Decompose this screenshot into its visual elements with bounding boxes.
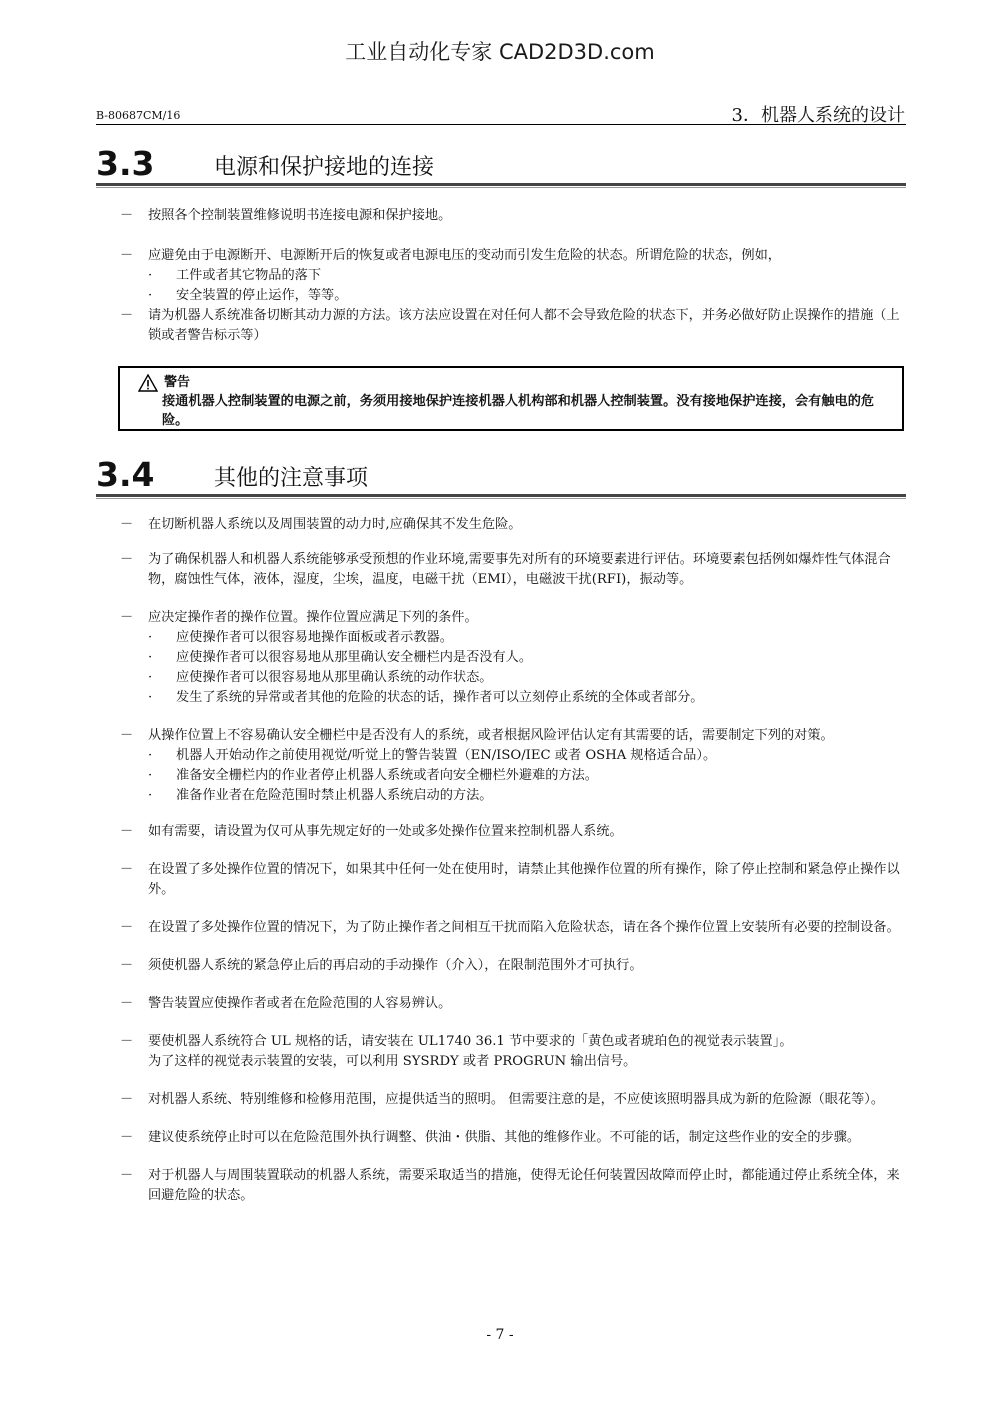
dash-marker: －: [120, 610, 134, 625]
bullet-marker: ·: [148, 748, 153, 763]
watermark-text: 工业自动化专家 CAD2D3D.com: [345, 40, 655, 64]
item-text: 对机器人系统、特别维修和检修用范围，应提供适当的照明。 但需要注意的是，不应使该照明器具成为新的危险源（眼花等）。: [148, 1092, 885, 1107]
bullet-marker: ·: [148, 768, 153, 783]
list-item: [120, 206, 908, 226]
page-number: - 7 -: [486, 1327, 514, 1343]
item-text: 应使操作者可以很容易地从那里确认系统的动作状态。: [176, 670, 493, 685]
item-text: 安全装置的停止运作，等等。: [176, 288, 348, 303]
item-text: 为了这样的视觉表示装置的安装，可以利用 SYSRDY 或者 PROGRUN 输出信号。: [148, 1054, 637, 1069]
item-text: 为了确保机器人和机器人系统能够承受预想的作业环境,需要事先对所有的环境要素进行评估。环境要素包括例如爆炸性气体混合物，腐蚀性气体，液体，湿度，尘埃，温度，电磁干扰（EMI），电磁波干扰(RFI)，振动等。: [148, 552, 891, 587]
list-item: [120, 822, 908, 842]
warning-heading: [138, 371, 190, 391]
list-item: [120, 688, 908, 708]
warning-box: [118, 366, 904, 431]
section-title: 电源和保护接地的连接: [214, 155, 435, 180]
item-text: 准备作业者在危险范围时禁止机器人系统启动的方法。: [176, 788, 493, 803]
dash-marker: －: [120, 996, 134, 1011]
bullet-marker: ·: [148, 650, 153, 665]
dash-marker: －: [120, 208, 134, 223]
section-rule: [96, 183, 906, 186]
warning-label: 警告: [164, 375, 191, 390]
dash-marker: －: [120, 308, 134, 323]
chapter-title: 3．机器人系统的设计: [731, 105, 905, 126]
item-text: 建议使系统停止时可以在危险范围外执行调整、供油・供脂、其他的维修作业。不可能的话，制定这些作业的安全的步骤。: [148, 1130, 861, 1145]
item-text: 在设置了多处操作位置的情况下，为了防止操作者之间相互干扰而陷入危险状态，请在各个操作位置上安装所有必要的控制设备。: [148, 920, 900, 935]
document-id: B-80687CM/16: [96, 109, 181, 122]
section-3-4-body: [120, 515, 908, 1206]
item-text: 按照各个控制装置维修说明书连接电源和保护接地。: [148, 208, 452, 223]
list-item: [120, 994, 908, 1014]
bullet-marker: ·: [148, 788, 153, 803]
section-rule: [96, 494, 906, 497]
item-text: 在切断机器人系统以及周围装置的动力时,应确保其不发生危险。: [148, 517, 522, 532]
bullet-marker: ·: [148, 630, 153, 645]
header-rule: [96, 124, 906, 125]
item-text: 从操作位置上不容易确认安全栅栏中是否没有人的系统，或者根据风险评估认定有其需要的话，需要制定下列的对策。: [148, 728, 834, 743]
list-item-continuation: [120, 1052, 908, 1072]
list-item: [120, 648, 908, 668]
list-item: [120, 766, 908, 786]
list-item: [120, 786, 908, 806]
section-title: 其他的注意事项: [214, 466, 369, 491]
item-text: 要使机器人系统符合 UL 规格的话，请安装在 UL1740 36.1 节中要求的「黄色或者琥珀色的视觉表示装置」。: [148, 1034, 793, 1049]
item-text: 机器人开始动作之前使用视觉/听觉上的警告装置（EN/ISO/IEC 或者 OSHA 规格适合品）。: [176, 748, 717, 763]
section-3-3-body: [120, 206, 908, 346]
dash-marker: －: [120, 1168, 134, 1183]
list-item: [120, 550, 908, 590]
warning-text: 接通机器人控制装置的电源之前，务须用接地保护连接机器人机构部和机器人控制装置。没有接地保护连接，会有触电的危险。: [162, 394, 875, 428]
item-text: 发生了系统的异常或者其他的危险的状态的话，操作者可以立刻停止系统的全体或者部分。: [176, 690, 704, 705]
item-text: 对于机器人与周围装置联动的机器人系统，需要采取适当的措施，使得无论任何装置因故障而停止时，都能通过停止系统全体，来回避危险的状态。: [148, 1168, 900, 1203]
list-item: [120, 918, 908, 938]
dash-marker: －: [120, 824, 134, 839]
item-text: 准备安全栅栏内的作业者停止机器人系统或者向安全栅栏外避难的方法。: [176, 768, 598, 783]
dash-marker: －: [120, 1034, 134, 1049]
item-text: 应使操作者可以很容易地从那里确认安全栅栏内是否没有人。: [176, 650, 533, 665]
section-number: 3.4: [96, 455, 155, 494]
item-text: 应避免由于电源断开、电源断开后的恢复或者电源电压的变动而引发生危险的状态。所谓危险的状态，例如，: [148, 248, 781, 263]
list-item: [120, 746, 908, 766]
item-text: 须使机器人系统的紧急停止后的再启动的手动操作（介入），在限制范围外才可执行。: [148, 958, 643, 973]
list-item: [120, 266, 908, 286]
bullet-marker: ·: [148, 268, 153, 283]
section-heading-3-4: [96, 455, 906, 500]
list-item: [120, 628, 908, 648]
item-text: 应决定操作者的操作位置。操作位置应满足下列的条件。: [148, 610, 478, 625]
dash-marker: －: [120, 517, 134, 532]
dash-marker: －: [120, 728, 134, 743]
list-item: [120, 1032, 908, 1052]
dash-marker: －: [120, 920, 134, 935]
section-heading-3-3: [96, 144, 906, 189]
dash-marker: －: [120, 958, 134, 973]
list-item: [120, 608, 908, 628]
dash-marker: －: [120, 248, 134, 263]
list-item: [120, 286, 908, 306]
list-item: [120, 1090, 908, 1110]
warning-triangle-icon: [138, 374, 158, 392]
bullet-marker: ·: [148, 690, 153, 705]
item-text: 请为机器人系统准备切断其动力源的方法。该方法应设置在对任何人都不会导致危险的状态下，并务必做好防止误操作的措施（上锁或者警告标示等）: [148, 308, 900, 343]
dash-marker: －: [120, 1092, 134, 1107]
list-item: [120, 1166, 908, 1206]
list-item: [120, 860, 908, 900]
dash-marker: －: [120, 552, 134, 567]
list-item: [120, 1128, 908, 1148]
item-text: 应使操作者可以很容易地操作面板或者示教器。: [176, 630, 453, 645]
bullet-marker: ·: [148, 670, 153, 685]
section-number: 3.3: [96, 144, 155, 183]
item-text: 警告装置应使操作者或者在危险范围的人容易辨认。: [148, 996, 452, 1011]
list-item: [120, 246, 908, 266]
list-item: [120, 726, 908, 746]
bullet-marker: ·: [148, 288, 153, 303]
dash-marker: －: [120, 862, 134, 877]
item-text: 在设置了多处操作位置的情况下，如果其中任何一处在使用时，请禁止其他操作位置的所有操作，除了停止控制和紧急停止操作以外。: [148, 862, 900, 897]
list-item: [120, 956, 908, 976]
item-text: 如有需要，请设置为仅可从事先规定好的一处或多处操作位置来控制机器人系统。: [148, 824, 623, 839]
list-item: [120, 515, 908, 535]
dash-marker: －: [120, 1130, 134, 1145]
item-text: 工件或者其它物品的落下: [176, 268, 322, 283]
list-item: [120, 668, 908, 688]
list-item: [120, 306, 908, 346]
